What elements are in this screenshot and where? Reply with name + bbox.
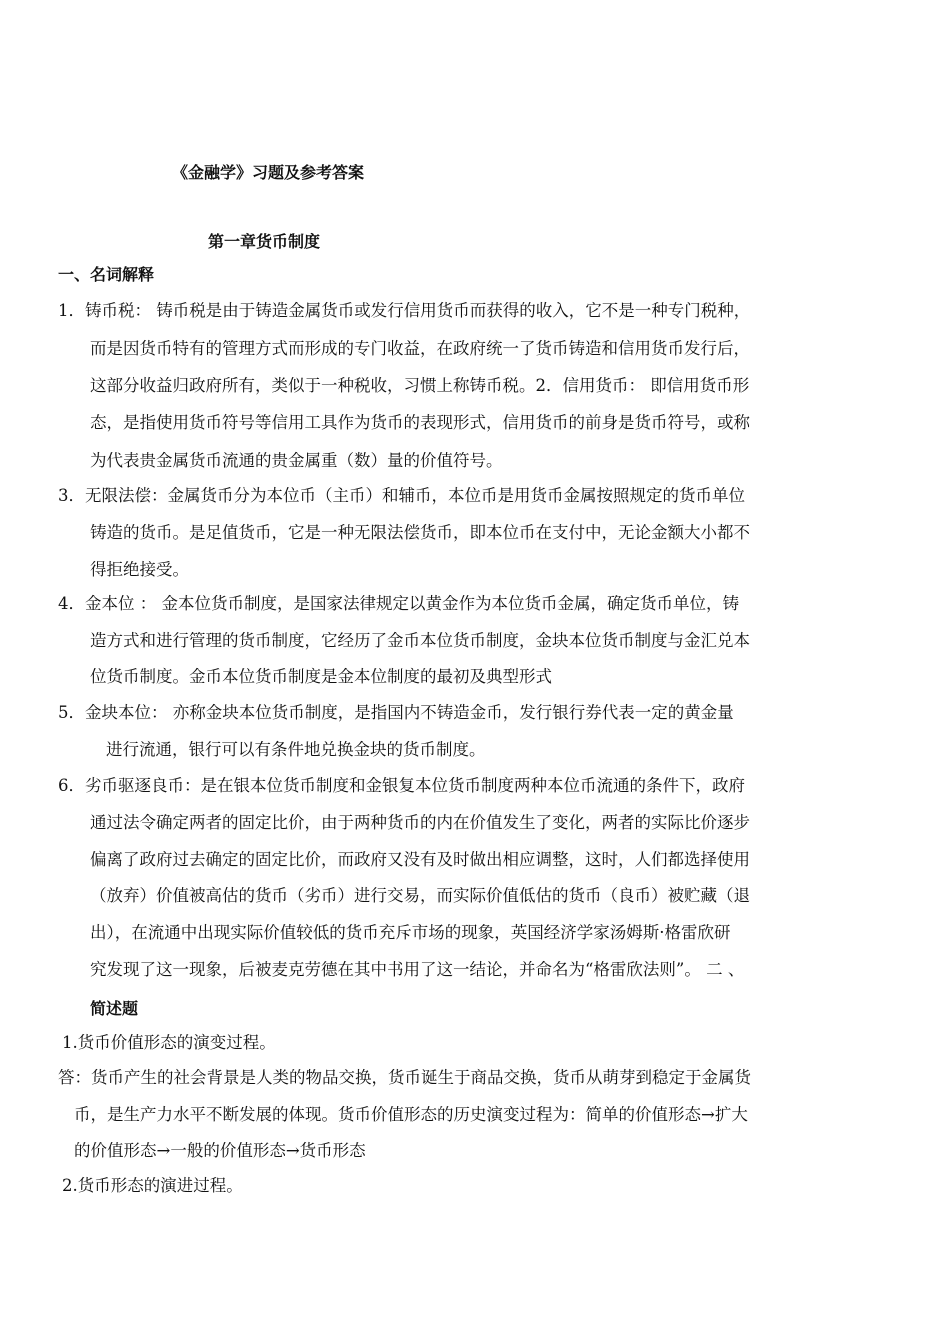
paragraph-line: 6．劣币驱逐良币：是在银本位货币制度和金银复本位货币制度两种本位币流通的条件下，政府	[58, 776, 745, 795]
paragraph-line: （放弃）价值被高估的货币（劣币）进行交易，而实际价值低估的货币（良币）被贮藏（退	[90, 886, 750, 905]
paragraph-line: 铸造的货币。是足值货币，它是一种无限法偿货币，即本位币在支付中，无论金额大小都不	[90, 523, 750, 542]
paragraph-line: 而是因货币特有的管理方式而形成的专门收益，在政府统一了货币铸造和信用货币发行后，	[90, 339, 750, 358]
paragraph-line: 为代表贵金属货币流通的贵金属重（数）量的价值符号。	[90, 451, 503, 470]
paragraph-line: 出），在流通中出现实际价值较低的货币充斥市场的现象，英国经济学家汤姆斯·格雷欣研	[90, 923, 731, 942]
paragraph-line: 态，是指使用货币符号等信用工具作为货币的表现形式，信用货币的前身是货币符号，或称	[90, 413, 750, 432]
question-line: 2.货币形态的演进过程。	[62, 1176, 243, 1195]
answer-line: 的价值形态→一般的价值形态→货币形态	[74, 1141, 366, 1160]
paragraph-line: 进行流通，银行可以有条件地兑换金块的货币制度。	[106, 740, 486, 759]
paragraph-line: 1．铸币税： 铸币税是由于铸造金属货币或发行信用货币而获得的收入，它不是一种专门税种，	[58, 301, 751, 320]
paragraph-line: 通过法令确定两者的固定比价，由于两种货币的内在价值发生了变化，两者的实际比价逐步	[90, 813, 750, 832]
section-heading: 简述题	[90, 999, 139, 1018]
paragraph-line: 3．无限法偿：金属货币分为本位币（主币）和辅币，本位币是用货币金属按照规定的货币单位	[58, 486, 745, 505]
question-line: 1.货币价值形态的演变过程。	[62, 1033, 276, 1052]
paragraph-line: 得拒绝接受。	[90, 560, 189, 579]
paragraph-line: 偏离了政府过去确定的固定比价，而政府又没有及时做出相应调整，这时，人们都选择使用	[90, 850, 750, 869]
document-title: 《金融学》习题及参考答案	[172, 163, 365, 182]
paragraph-line: 究发现了这一现象，后被麦克劳德在其中书用了这一结论，并命名为“格雷欣法则”。 二 、	[90, 960, 745, 979]
paragraph-line: 位货币制度。金币本位货币制度是金本位制度的最初及典型形式	[90, 667, 552, 686]
chapter-title: 第一章货币制度	[208, 232, 321, 251]
section-heading: 一、名词解释	[58, 265, 155, 284]
paragraph-line: 造方式和进行管理的货币制度，它经历了金币本位货币制度，金块本位货币制度与金汇兑本	[90, 631, 750, 650]
answer-line: 答：货币产生的社会背景是人类的物品交换，货币诞生于商品交换，货币从萌芽到稳定于金属货	[58, 1068, 751, 1087]
paragraph-line: 4．金本位 ： 金本位货币制度，是国家法律规定以黄金作为本位货币金属，确定货币单位，铸	[58, 594, 739, 613]
paragraph-line: 这部分收益归政府所有，类似于一种税收，习惯上称铸币税。2．信用货币： 即信用货币形	[90, 376, 750, 395]
answer-line: 币，是生产力水平不断发展的体现。货币价值形态的历史演变过程为：简单的价值形态→扩大	[74, 1105, 748, 1124]
paragraph-line: 5．金块本位： 亦称金块本位货币制度，是指国内不铸造金币，发行银行券代表一定的黄金量	[58, 703, 734, 722]
